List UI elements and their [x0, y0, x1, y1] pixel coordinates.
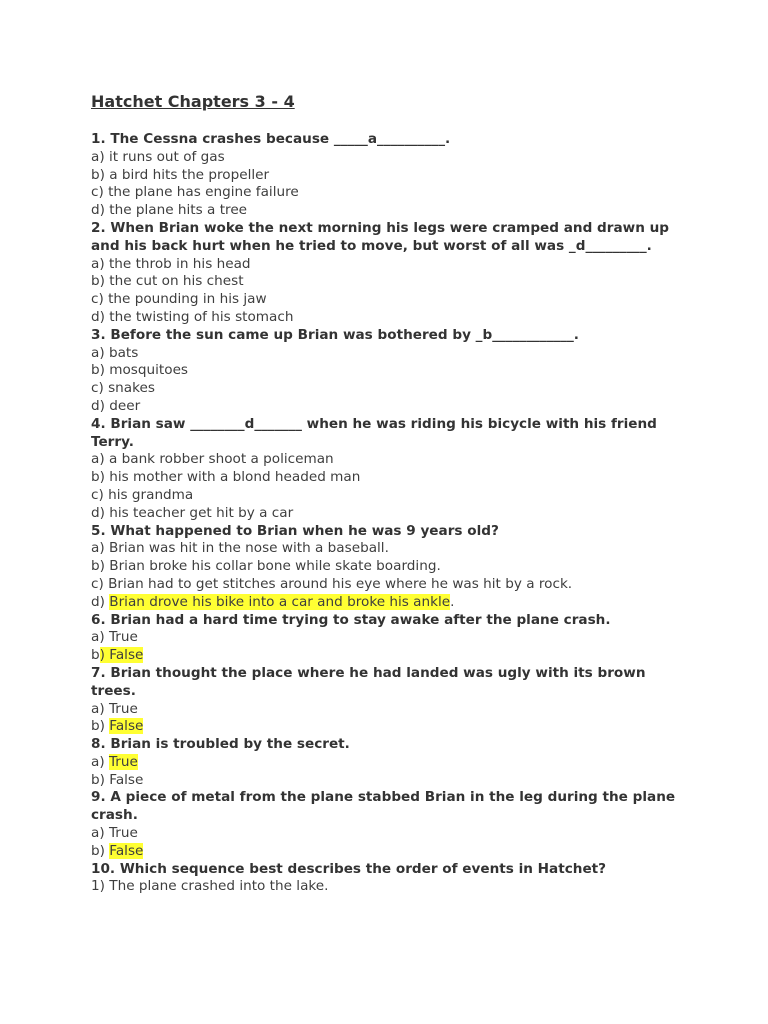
- answer-option-text: a) the throb in his head: [91, 255, 251, 272]
- answer-option: [91, 718, 691, 736]
- answer-option: [91, 629, 691, 647]
- answer-option-text: d) deer: [91, 397, 141, 414]
- answer-option: [91, 505, 691, 523]
- answer-option: [91, 487, 691, 505]
- answer-option-text: a) it runs out of gas: [91, 148, 225, 165]
- answer-option: [91, 540, 691, 558]
- answer-option: [91, 345, 691, 363]
- highlighted-answer: Brian drove his bike into a car and broke his ankle: [109, 593, 451, 610]
- question-text: 6. Brian had a hard time trying to stay awake after the plane crash.: [91, 611, 611, 628]
- answer-option: [91, 273, 691, 291]
- answer-option: [91, 309, 691, 327]
- answer-option-text: c) Brian had to get stitches around his eye where he was hit by a rock.: [91, 575, 573, 592]
- answer-option: [91, 878, 691, 896]
- answer-option-text: a) Brian was hit in the nose with a baseball.: [91, 540, 389, 557]
- answer-option: [91, 167, 691, 185]
- answer-option: [91, 380, 691, 398]
- answer-option-text: c) the pounding in his jaw: [91, 291, 267, 308]
- answer-option-text: b) False: [91, 771, 144, 788]
- answer-option: [91, 594, 691, 612]
- answer-option-text: b: [91, 647, 100, 664]
- answer-option-text: c) snakes: [91, 380, 155, 397]
- highlighted-answer: False: [109, 718, 144, 735]
- question-text: 1. The Cessna crashes because _____a__________.: [91, 131, 451, 147]
- answer-option-text: b): [91, 718, 110, 735]
- answer-option-text: 1) The plane crashed into the lake.: [91, 878, 329, 895]
- answer-option-text: a) True: [91, 825, 138, 842]
- answer-option-text: c) his grandma: [91, 486, 194, 503]
- question-text: 10. Which sequence best describes the order of events in Hatchet?: [91, 860, 607, 877]
- answer-option: [91, 647, 691, 665]
- answer-option-text: a) bats: [91, 344, 139, 361]
- page-title: Hatchet Chapters 3 - 4: [91, 92, 295, 111]
- question-text: 8. Brian is troubled by the secret.: [91, 736, 350, 753]
- answer-option-text: a) True: [91, 629, 138, 646]
- answer-option: [91, 202, 691, 220]
- question-text: 9. A piece of metal from the plane stabbed Brian in the leg during the plane crash.: [91, 789, 676, 824]
- answer-option: [91, 291, 691, 309]
- question-text: 7. Brian thought the place where he had landed was ugly with its brown trees.: [91, 664, 646, 699]
- answer-option: [91, 576, 691, 594]
- answer-option-text: a): [91, 753, 109, 770]
- highlighted-answer: False: [109, 842, 144, 859]
- answer-option-text: b): [91, 842, 110, 859]
- answer-option-text: a) a bank robber shoot a policeman: [91, 451, 334, 468]
- answer-option: [91, 754, 691, 772]
- question-text: 4. Brian saw ________d_______ when he was riding his bicycle with his friend Terry.: [91, 415, 657, 450]
- answer-option-text: b) Brian broke his collar bone while skate boarding.: [91, 558, 441, 575]
- question-list: [91, 131, 691, 896]
- question-text: 3. Before the sun came up Brian was bothered by _b____________.: [91, 326, 579, 343]
- answer-option: [91, 184, 691, 202]
- answer-option-text: b) the cut on his chest: [91, 273, 244, 290]
- question-text: 2. When Brian woke the next morning his legs were cramped and drawn up and his back hurt when he tried to move, but worst of all was _d_________.: [91, 219, 670, 254]
- answer-option: [91, 701, 691, 719]
- highlighted-answer: ) False: [99, 647, 144, 664]
- answer-option: [91, 362, 691, 380]
- answer-option-text: b) mosquitoes: [91, 362, 189, 379]
- answer-option: [91, 469, 691, 487]
- answer-option: [91, 398, 691, 416]
- answer-option-text: d) his teacher get hit by a car: [91, 504, 294, 521]
- answer-option-text: c) the plane has engine failure: [91, 184, 299, 201]
- answer-option: [91, 256, 691, 274]
- answer-option-text: d) the twisting of his stomach: [91, 308, 294, 325]
- answer-option-suffix: .: [450, 593, 455, 610]
- highlighted-answer: True: [108, 753, 138, 770]
- answer-option-text: a) True: [91, 700, 138, 717]
- question-text: 5. What happened to Brian when he was 9 years old?: [91, 522, 499, 539]
- answer-option: [91, 558, 691, 576]
- answer-option: [91, 451, 691, 469]
- answer-option: [91, 843, 691, 861]
- answer-option: [91, 825, 691, 843]
- answer-option-text: b) his mother with a blond headed man: [91, 469, 361, 486]
- answer-option: [91, 149, 691, 167]
- answer-option: [91, 772, 691, 790]
- answer-option-text: d): [91, 593, 110, 610]
- answer-option-text: b) a bird hits the propeller: [91, 166, 270, 183]
- answer-option-text: d) the plane hits a tree: [91, 202, 248, 219]
